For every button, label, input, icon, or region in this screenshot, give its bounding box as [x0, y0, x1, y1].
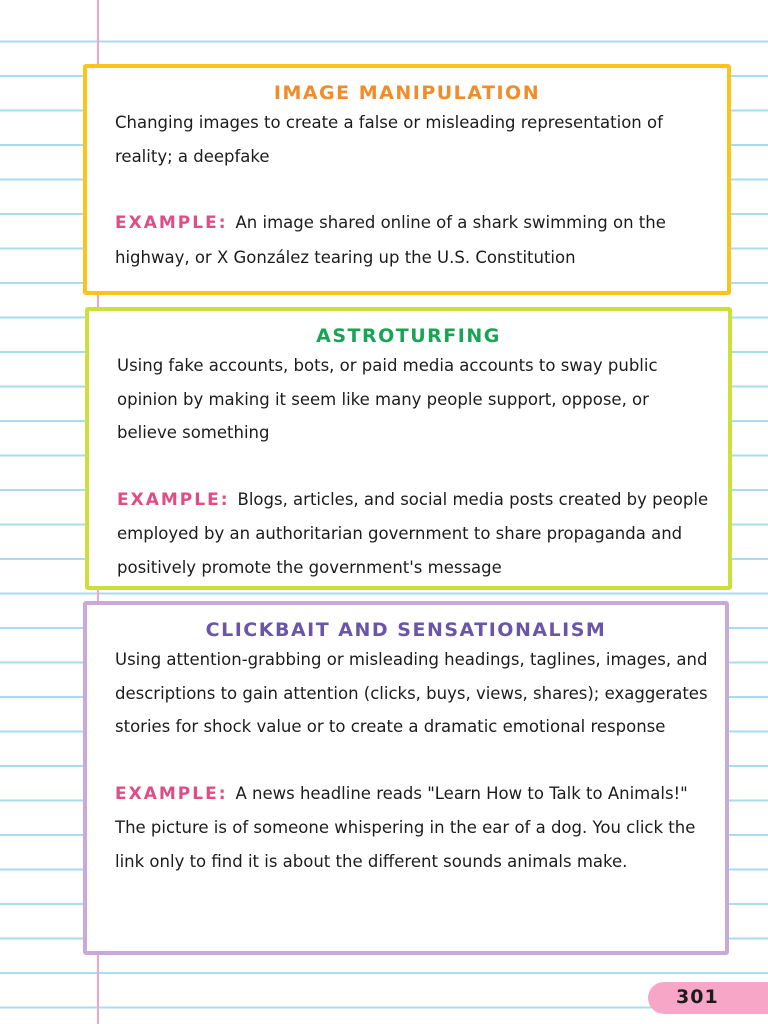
- page-number: 301: [676, 986, 719, 1008]
- term-title: ASTROTURFING: [316, 325, 501, 347]
- example-label: EXAMPLE:: [115, 213, 228, 233]
- page-number-tab: [648, 982, 768, 1014]
- term-definition: Changing images to create a false or misleading representation of reality; a deepfake: [115, 113, 663, 166]
- term-example: [115, 206, 713, 274]
- term-title: CLICKBAIT AND SENSATIONALISM: [205, 619, 607, 641]
- term-example: [117, 483, 714, 585]
- term-title: IMAGE MANIPULATION: [273, 82, 541, 104]
- example-text: Blogs, articles, and social media posts created by people employed by an authoritarian government to share propaganda and positively promote the government's message: [117, 489, 709, 577]
- term-definition: Using attention-grabbing or misleading headings, taglines, images, and descriptions to gain attention (clicks, buys, views, shares); exaggerates stories for shock value or to create a dramatic emotional response: [115, 650, 708, 736]
- term-card-clickbait-and-sensationalism: [83, 601, 729, 955]
- example-label: EXAMPLE:: [117, 489, 230, 510]
- term-card-astroturfing: [85, 307, 732, 590]
- term-card-image-manipulation: [83, 64, 731, 295]
- example-text: A news headline reads "Learn How to Talk to Animals!" The picture is of someone whispering in the ear of a dog. You click the link only to find it is about the different sounds animals make.: [115, 783, 696, 871]
- term-definition: Using fake accounts, bots, or paid media accounts to sway public opinion by making it seem like many people support, oppose, or believe something: [117, 356, 658, 442]
- example-label: EXAMPLE:: [115, 783, 228, 804]
- term-example: [115, 777, 711, 879]
- example-text: An image shared online of a shark swimming on the highway, or X González tearing up the U.S. Constitution: [115, 213, 666, 267]
